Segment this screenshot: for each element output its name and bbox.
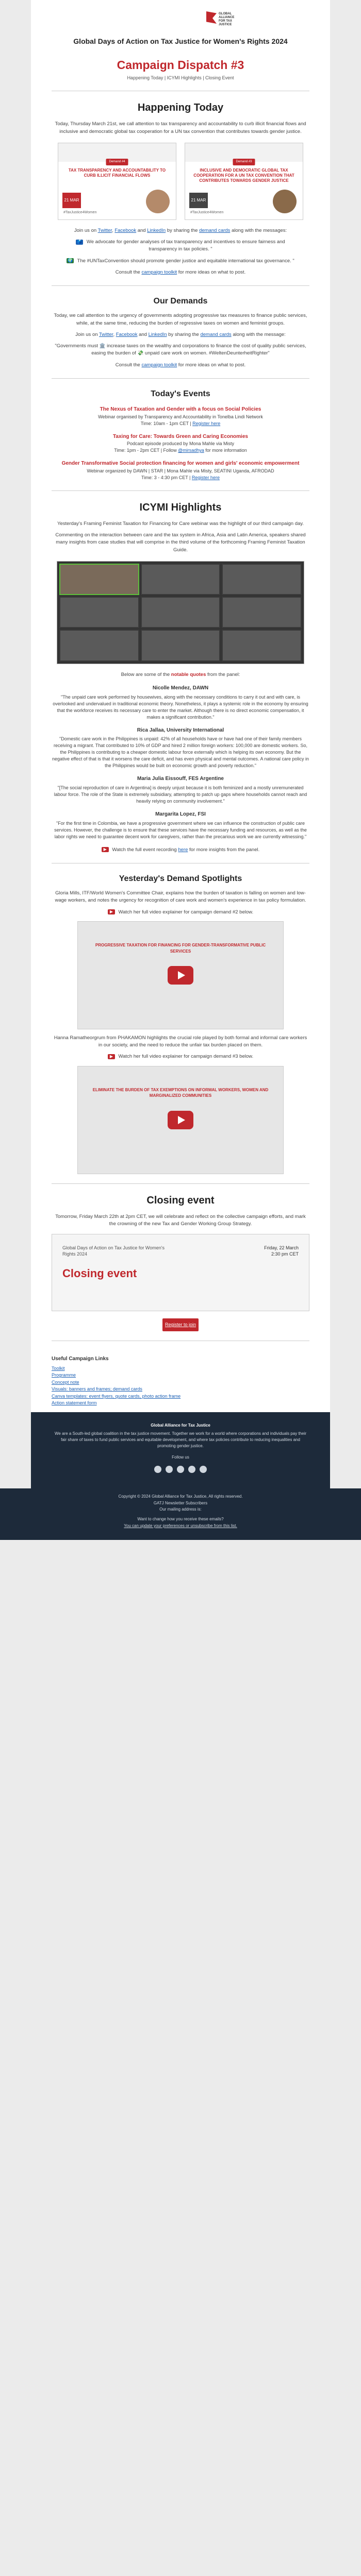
participant-tile	[141, 630, 221, 661]
flag-icon	[206, 11, 217, 24]
video-thumbnail[interactable]	[77, 1066, 284, 1174]
section-heading: Closing event	[146, 1194, 215, 1206]
speaker-quote	[52, 727, 309, 770]
spotlight-paragraph: Gloria Mills, ITF/World Women's Committee Chair, explains how the burden of taxation is falling on women and low-wage workers, and notes the urgency for recognition of care work and women's experience in tax policy formulation.	[55, 890, 306, 904]
demand-card-title: TAX TRANSPARENCY AND ACCOUNTABILITY TO CURB ILLICIT FINANCIAL FLOWS	[68, 167, 166, 178]
closing-event-card	[52, 1234, 309, 1311]
participant-tile	[222, 564, 302, 595]
email-container	[31, 0, 330, 1488]
footer-text: We are a South-led global coalition in the tax justice movement. Together we work for a world where corporations and individuals pay their fair share of taxes to fund public services and equitable development, and where tax policies contribute to reducing inequalities and promoting gender justice.	[55, 1431, 306, 1448]
closing-card-subtitle: Global Days of Action on Tax Justice for Women's Rights 2024	[62, 1245, 165, 1257]
campaign-toolkit-link[interactable]: campaign toolkit	[141, 362, 177, 368]
links-title: Useful Campaign Links	[52, 1356, 109, 1362]
divider	[52, 378, 309, 379]
event-time: Time: 3 - 4:30 pm CET | Register here	[141, 474, 220, 480]
participant-tile	[59, 630, 139, 661]
demand-cards-link[interactable]: demand cards	[199, 227, 231, 233]
speaker-name: Margarita Lopez, FSI	[155, 811, 206, 818]
closing-time: 2:30 pm CET	[271, 1251, 299, 1257]
icymi-paragraph: Commenting on the interaction between care and the tax system in Africa, Asia and Latin America, speakers shared many insights from case studies that will comprise in the third volume of the forthcoming Framing Feminist Taxation Guide.	[55, 532, 306, 553]
quote-text: "For the first time in Colombia, we have a progressive government where we can influence the construction of public care services. However, the challenge is to ensure that these services have the necessary funding and resources, as well as the labor rights we need to guarantee decent work for caregivers, rather than the precarious work we are currently witnessing."	[54, 820, 307, 839]
play-button-icon[interactable]	[168, 966, 193, 985]
share-quote: "Governments must 🏛️ increase taxes on the wealthy and corporations to finance the cost of quality public services, easing the burden of 💸 unpaid care work on women. #WeltenDeunterheitRighter"	[55, 343, 306, 357]
quote-text: "Domestic care work in the Philippines is unpaid: 42% of all households have or have had one of their family members receiving a migrant. That contributed to 10% of GDP and hired 2 million foreign workers: 100,000 are domestic workers. So, the Philippines is contributing to a cheaper domestic labour force externally which is helping its own economy. But the negative effect of that is that it worsens the care deficit, and has even physical and mental outcomes. A national care policy in the Philippines would be built on economic growth and poverty reduction."	[52, 736, 309, 769]
event-title: The Nexus of Taxation and Gender with a focus on Social Policies	[100, 406, 261, 413]
demand-pill: Demand #3	[233, 159, 255, 165]
toolkit-link[interactable]: Toolkit	[52, 1365, 65, 1371]
card-hashtag: #TaxJustice4Women	[63, 210, 97, 214]
section-heading: ICYMI Highlights	[139, 501, 222, 513]
facebook-link[interactable]: Facebook	[114, 227, 137, 233]
demand-card	[58, 143, 176, 220]
quote-text: "[The social reproduction of care in Argentina] is deeply unjust because it is both feminized and a mostly unremunerated labour force. The role of the State is extremely subsidiary, attempting to patch up gaps where households cannot reach and heavily relying on community involvement."	[54, 785, 307, 804]
event-time: Time: 1pm - 2pm CET | Follow @mirsadhya for more information	[114, 448, 247, 453]
copyright: Copyright © 2024 Global Alliance for Tax Justice, All rights reserved.	[118, 1494, 243, 1499]
closing-card-date	[264, 1245, 299, 1257]
recording-link[interactable]: here	[178, 846, 188, 853]
preferences-question: Want to change how you receive these emails?	[137, 1517, 224, 1522]
toolkit-line: Consult the campaign toolkit for more ideas on what to post.	[115, 362, 246, 368]
demand-cards	[31, 143, 330, 220]
spotlight-paragraph: Hanna Ramatheorgrum from PHAKAMON highlights the crucial role played by both formal and informal care workers in our society, and the need to reduce the unfair tax burden placed on them.	[54, 1035, 307, 1048]
toolkit-line: Consult the campaign toolkit for more ideas on what to post.	[115, 269, 246, 275]
useful-links	[31, 1350, 330, 1412]
card-hashtag: #TaxJustice4Women	[190, 210, 224, 214]
event-organiser: Webinar organised by Transparency and Accountability in Tonelba Lindi Network	[98, 414, 263, 419]
linkedin-link[interactable]: LinkedIn	[148, 331, 167, 337]
ballot-icon: 🗳️	[76, 240, 83, 245]
closing-card-title: Closing event	[62, 1267, 137, 1280]
demands-paragraph: Today, we call attention to the urgency of governments adopting progressive tax measures to finance public services, while, at the same time, reducing the burden of regressive taxes on women and feminist groups.	[54, 313, 307, 326]
section-heading: Today's Events	[151, 389, 210, 398]
divider	[52, 490, 309, 491]
event-item	[52, 433, 309, 454]
website-icon[interactable]	[200, 1466, 207, 1473]
person-photo	[146, 190, 170, 213]
participant-tile	[59, 597, 139, 628]
speaker-name: Maria Julia Eissouff, FES Argentine	[137, 776, 224, 782]
demand-pill: Demand #4	[106, 159, 128, 165]
twitter-icon[interactable]	[154, 1466, 161, 1473]
icymi-paragraph: Yesterday's Framing Feminist Taxation for Financing for Care webinar was the highlight of our third campaign day.	[57, 520, 304, 527]
card-date: 21 MAR	[189, 193, 208, 208]
watch-line: ▶ Watch her full video explainer for campaign demand #2 below.	[31, 909, 330, 916]
demand-card-title: INCLUSIVE AND DEMOCRATIC GLOBAL TAX COOPERATION FOR A UN TAX CONVENTION THAT CONTRIBUTES TOWARDS GENDER JUSTICE	[193, 167, 294, 183]
facebook-icon[interactable]	[166, 1466, 173, 1473]
tagline: Happening Today | ICYMI Highlights | Closing Event	[127, 75, 234, 81]
video-title: PROGRESSIVE TAXATION FOR FINANCING FOR GENDER-TRANSFORMATIVE PUBLIC SERVICES	[95, 942, 266, 954]
divider	[52, 1183, 309, 1184]
play-icon: ▶	[108, 909, 115, 914]
video-thumbnail[interactable]	[77, 921, 284, 1029]
play-button-icon[interactable]	[168, 1111, 193, 1129]
event-organiser: Podcast episode produced by Mona Mahle via Misty	[126, 441, 235, 447]
closing-paragraph: Tomorrow, Friday March 22th at 2pm CET, we will celebrate and reflect on the collective campaign efforts, and mark the crowning of the new Tax and Gender Working Group Strategy.	[55, 1213, 306, 1227]
section-heading: Happening Today	[137, 102, 224, 114]
share-message: 🌍 The #UNTaxConvention should promote gender justice and equitable international tax governance. "	[31, 258, 330, 265]
facebook-link[interactable]: Facebook	[116, 331, 138, 337]
gatj-logo	[206, 11, 235, 29]
participant-tile	[59, 564, 139, 595]
campaign-toolkit-link[interactable]: campaign toolkit	[141, 269, 177, 275]
event-organiser: Webinar organized by DAWN | STAR | Mona Mahle via Misty, SEATINI Uganda, AFRODAD	[87, 468, 274, 473]
twitter-link[interactable]: Twitter	[99, 331, 113, 337]
newsletter-line: GATJ Newsletter Subscribers	[153, 1500, 208, 1505]
header	[31, 0, 330, 52]
play-icon: ▶	[102, 847, 109, 852]
speaker-name: Rica Jallaa, University International	[137, 727, 224, 733]
register-link[interactable]: Register here	[191, 474, 220, 480]
quotes-intro: Below are some of the notable quotes from the panel:	[121, 671, 240, 677]
video-title: ELIMINATE THE BURDEN OF TAX EXEMPTIONS ON INFORMAL WORKERS, WOMEN AND MARGINALIZED COMMUNITIES	[92, 1087, 269, 1098]
follow-link[interactable]: @mirsadhya	[178, 448, 204, 453]
demand-cards-link[interactable]: demand cards	[200, 331, 232, 337]
canva-templates-link[interactable]: Canva templates: event flyers, quote cards, photo action frame	[52, 1393, 181, 1399]
logo-text: GLOBAL ALLIANCE FOR TAX JUSTICE	[219, 12, 235, 26]
event-time: Time: 10am - 1pm CET | Register here	[140, 420, 221, 426]
section-heading: Yesterday's Demand Spotlights	[119, 874, 242, 883]
footer-legal	[0, 1488, 361, 1540]
person-photo	[273, 190, 297, 213]
join-us-line: Join us on Twitter, Facebook and LinkedIn by sharing the demand cards along with the message:	[75, 331, 286, 337]
event-title: Gender Transformative Social protection financing for women and girls' economic empowerment	[61, 461, 300, 467]
webinar-screenshot	[57, 561, 304, 664]
follow-us: Follow us	[172, 1454, 189, 1460]
campaign-title: Global Days of Action on Tax Justice for Women's Rights 2024	[73, 37, 288, 45]
event-item	[52, 406, 309, 427]
participant-tile	[222, 597, 302, 628]
play-icon: ▶	[108, 1054, 115, 1059]
speaker-name: Nicolle Mendez, DAWN	[152, 685, 209, 691]
join-us-line: Join us on Twitter, Facebook and LinkedIn by sharing the demand cards along with the messages:	[74, 227, 287, 233]
participant-tile	[141, 597, 221, 628]
speaker-quote	[52, 685, 309, 721]
section-heading: Our Demands	[153, 297, 208, 306]
participant-tile	[141, 564, 221, 595]
event-title: Taxing for Care: Towards Green and Caring Economies	[113, 433, 248, 439]
event-item	[52, 460, 309, 481]
linkedin-link[interactable]: LinkedIn	[147, 227, 166, 233]
demand-card	[185, 143, 303, 220]
youtube-icon[interactable]	[188, 1466, 195, 1473]
linkedin-icon[interactable]	[177, 1466, 184, 1473]
visuals-link[interactable]: Visuals: banners and frames; demand cards	[52, 1386, 142, 1392]
quote-text: "The unpaid care work performed by housewives, along with the necessary conditions to carry it out and with care, is overlooked and undervalued in traditional economic theory. Nonetheless, it plays a systemic role in the economy by ensuring that the workforce receives its necessary care to enter the market. Although there is no direct economic compensation, it makes a significant contribution."	[53, 694, 308, 720]
mailing-address-label: Our mailing address is:	[159, 1507, 202, 1512]
closing-date: Friday, 22 March	[264, 1245, 299, 1251]
speaker-quote	[52, 775, 309, 805]
update-preferences-link[interactable]: You can update your preferences or unsubscribe from this list.	[124, 1523, 237, 1528]
watch-line: ▶ Watch her full video explainer for campaign demand #3 below.	[31, 1053, 330, 1060]
dispatch-title: Campaign Dispatch #3	[117, 58, 244, 72]
register-button[interactable]: Register to join	[162, 1318, 199, 1331]
register-link[interactable]: Register here	[192, 420, 221, 426]
footer-title: Global Alliance for Tax Justice	[151, 1422, 210, 1428]
action-statement-link[interactable]: Action statement form	[52, 1400, 97, 1406]
divider	[52, 285, 309, 286]
happening-intro: Today, Thursday March 21st, we call attention to tax transparency and accountability to curb illicit financial flows and inclusive and democratic global tax cooperation for a UN tax convention that contributes towards gender justice.	[55, 121, 306, 134]
social-icons	[52, 1466, 309, 1473]
programme-link[interactable]: Programme	[52, 1372, 76, 1378]
globe-icon: 🌍	[67, 258, 74, 263]
participant-tile	[222, 630, 302, 661]
share-message: 🗳️ We advocate for gender analyses of tax transparency and incentives to ensure fairness and transparency in tax policies. "	[31, 239, 330, 253]
watch-recording-line: ▶ Watch the full event recording here for more insights from the panel.	[31, 846, 330, 854]
speaker-quote	[52, 811, 309, 840]
card-date: 21 MAR	[62, 193, 81, 208]
twitter-link[interactable]: Twitter	[97, 227, 112, 233]
concept-note-link[interactable]: Concept note	[52, 1379, 79, 1385]
footer	[31, 1412, 330, 1488]
